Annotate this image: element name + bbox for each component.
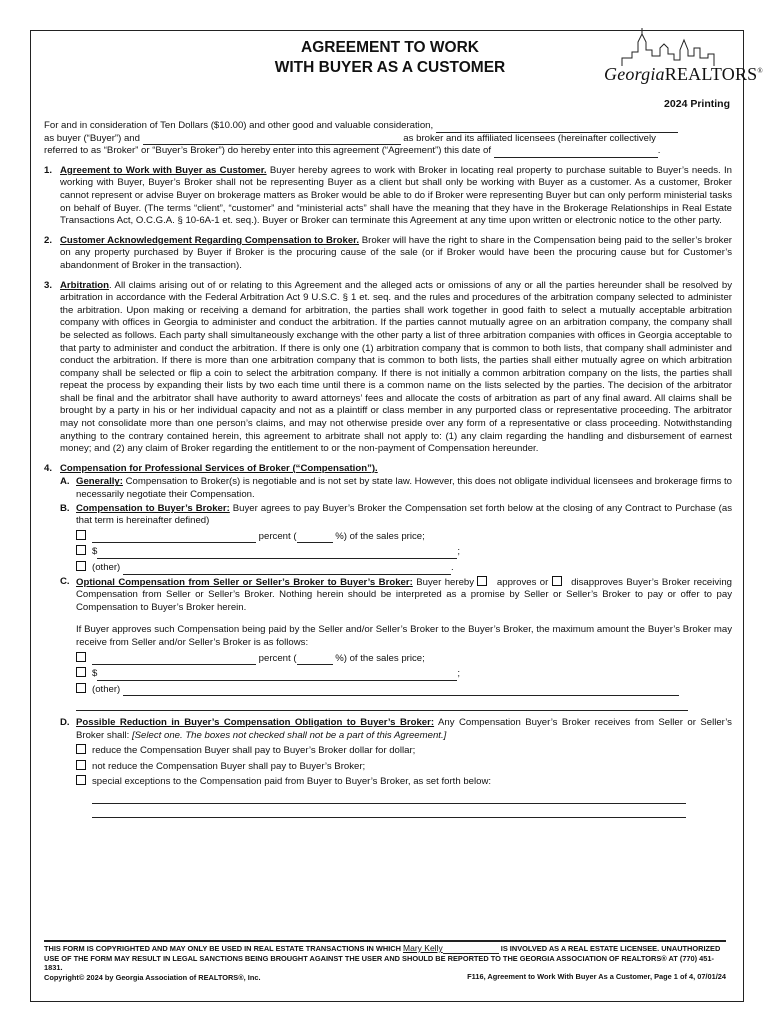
c-other-field[interactable] xyxy=(123,686,679,696)
broker-name-field[interactable] xyxy=(143,135,401,145)
c-percent-number-field[interactable] xyxy=(297,655,333,665)
skyline-icon xyxy=(604,28,734,68)
footer-divider xyxy=(44,940,726,942)
copyright-line: Copyright© 2024 by Georgia Association of REALTORS®, Inc. xyxy=(44,972,261,982)
c-percent-checkbox[interactable] xyxy=(76,652,86,662)
subsection-d: D. Possible Reduction in Buyer’s Compensation Obligation to Buyer’s Broker: Any Compensation Buyer’s Broker receives from Seller or Seller’s Broker shall: [Select one. The boxes not checked shall not be a part of this Agreement.] reduce the Compensation Buyer shall pay to Buyer’s Broker dollar for dollar; not reduce the Compensation Buyer shall pay to Buyer’s Broker; special exceptions to the Compensation paid from Buyer to Buyer’s Broker, as set forth below: xyxy=(60,717,732,818)
d-special-checkbox[interactable] xyxy=(76,775,86,785)
licensee-name: Mary Kelly xyxy=(403,943,443,953)
title-line-2: WITH BUYER AS A CUSTOMER xyxy=(274,59,506,76)
copyright-notice: THIS FORM IS COPYRIGHTED AND MAY ONLY BE USED IN REAL ESTATE TRANSACTIONS IN WHICH Mary Kelly IS INVOLVED AS A REAL ESTATE LICENSEE. UNAUTHORIZED USE OF THE FORM MAY RESULT IN LEGAL SANCTIONS BEING BROUGHT AGAINST THE USER AND SHOULD BE REPORTED TO THE GEORGIA ASSOCIATION OF REALTORS® AT (770) 451-1831. xyxy=(44,943,721,973)
page-title xyxy=(180,38,600,78)
section-4: 4. Compensation for Professional Services of Broker (“Compensation”). A. Generally: Compensation to Broker(s) is negotiable and is not set by state law. However, this does not obligate individual licensees and brokerage firms to necessarily negotiate their Compensation. B. Compensation to Buyer’s Broker: Buyer agrees to pay Buyer’s Broker the Compensation set forth below at the closing of any Contract to Purchase (as that term is hereinafter defined) percent ( %) of the sales price; $ ; (other) . C. Optional Compensation from Seller or Seller’s Broker to Buyer’s Broker: Buyer hereby approves or disapproves Buyer’s Broker receiving Compensation from Seller or Seller’s Broker. Nothing herein should be interpreted as a promise by Seller or Seller’s Broker to pay or offer to pay Compensation to Buyer’s Broker herein. If Buyer approves such Compensation being paid by the Seller and/or Seller’s Broker to the Buyer’s Broker, the maximum amount the Buyer’s Broker may receive from Seller and/or Seller’s Broker is as follows: percent ( %) of the sales price; $ ; (other) D. Possible Reduction in Buyer’s Compensation Obligation to Buyer’s Broker: Any Compensation Buyer’s Broker receives from Seller or Seller’s Broker shall: [Select one. The boxes not checked shall not be a part of this Agreement.] reduce the Compensation Buyer shall pay to Buyer’s Broker dollar for dollar; not reduce the Compensation Buyer shall pay to Buyer’s Broker; special exceptions to the Compensation paid from Buyer to Buyer’s Broker, as set forth below: xyxy=(44,463,732,818)
c-dollar-field[interactable] xyxy=(97,671,457,681)
d-not-reduce-checkbox[interactable] xyxy=(76,760,86,770)
logo-wordmark: GeorgiaREALTORS® xyxy=(604,64,763,84)
b-percent-field[interactable] xyxy=(92,533,256,543)
footer xyxy=(44,944,726,982)
section-1: 1. Agreement to Work with Buyer as Customer. Buyer hereby agrees to work with Broker in locating real property to purchase suitable to Buyer’s needs. In working with Buyer, Buyer’s Broker shall not be representing Buyer as a client but shall only be working with Buyer as a customer. As a customer, Broker cannot represent or advise Buyer on brokerage matters as Broker would be able to do if Broker were representing Buyer but can only perform ministerial tasks on behalf of Buyer. (The terms “client”, “customer” and “ministerial acts” shall have the meaning that they have in the Brokerage Relationships in Real Estate Transactions Act, O.C.G.A. § 10-6A-1 et. seq.). Buyer or Broker can terminate this Agreement at any time upon written or electronic notice to the other party. xyxy=(44,164,732,227)
c-max-amount-text: If Buyer approves such Compensation being paid by the Seller and/or Seller’s Broker to the Buyer’s Broker, the maximum amount the Buyer’s Broker may receive from Seller and/or Seller’s Broker is as follows: xyxy=(76,624,732,648)
b-other-checkbox[interactable] xyxy=(76,561,86,571)
c-dollar-checkbox[interactable] xyxy=(76,667,86,677)
title-line-1: AGREEMENT TO WORK xyxy=(301,39,479,56)
d-reduce-checkbox[interactable] xyxy=(76,744,86,754)
c-other-checkbox[interactable] xyxy=(76,683,86,693)
agreement-date-field[interactable] xyxy=(494,148,658,158)
agreement-body xyxy=(44,120,732,818)
d-special-field-line-2[interactable] xyxy=(92,808,686,818)
subsection-b: B. Compensation to Buyer’s Broker: Buyer agrees to pay Buyer’s Broker the Compensation set forth below at the closing of any Contract to Purchase (as that term is hereinafter defined) percent ( %) of the sales price; $ ; (other) . xyxy=(60,502,732,573)
subsection-c: C. Optional Compensation from Seller or Seller’s Broker to Buyer’s Broker: Buyer hereby approves or disapproves Buyer’s Broker receiving Compensation from Seller or Seller’s Broker. Nothing herein should be interpreted as a promise by Seller or Seller’s Broker to pay or offer to pay Compensation to Buyer’s Broker herein. If Buyer approves such Compensation being paid by the Seller and/or Seller’s Broker to the Buyer’s Broker, the maximum amount the Buyer’s Broker may receive from Seller and/or Seller’s Broker is as follows: percent ( %) of the sales price; $ ; (other) xyxy=(60,576,732,711)
b-percent-number-field[interactable] xyxy=(297,533,333,543)
c-disapproves-checkbox[interactable] xyxy=(552,576,562,586)
subsection-a: A. Generally: Compensation to Broker(s) is negotiable and is not set by state law. However, this does not obligate individual licensees and brokerage firms to necessarily negotiate their Compensation. xyxy=(60,476,732,501)
b-dollar-field[interactable] xyxy=(97,549,457,559)
section-3: 3. Arbitration. All claims arising out of or relating to this Agreement and the alleged acts or omissions of any or all the parties hereunder shall be resolved by arbitration in accordance with the Federal Arbitration Act 9 U.S.C. § 1 et. seq. and the rules and procedures of the arbitration company selected to administer the arbitration. Upon making or receiving a demand for arbitration, the parties shall work together in good faith to select a mutually acceptable arbitration company with offices in Georgia to administer and conduct the arbitration. If the parties cannot mutually agree on an arbitration company, the company shall be selected as follows. Each party shall simultaneously exchange with the other party a list of three arbitration companies with offices in Georgia acceptable to that party to administer and conduct the arbitration. If there is only one (1) arbitration company that is common to both lists, that company shall administer and conduct the arbitration. If there is more than one arbitration company that is common to both lists, the parties shall either mutually agree on which arbitration company shall be selected or flip a coin to select the arbitration company. If there is not initially a common arbitration company on the lists, the parties shall repeat the process by expanding their lists by two each time until there is a common name on the lists selected by the parties. The decision of the arbitrator shall be final and the arbitrator shall have authority to award attorneys’ fees and allocate the costs of arbitration as part of any final award. All claims shall be brought by a party in his or her individual capacity and not as a plaintiff or class member in any purported class or representative proceeding. The arbitrator may not consolidate more than one person’s claims, and may not otherwise preside over any form of a representative or class proceeding. Notwithstanding anything to the contrary contained herein, this agreement to arbitrate shall not apply to: (1) any claim regarding the handling and disbursement of earnest money; and (2) any claim of Broker regarding the entitlement to or the non-payment of Compensation hereunder. xyxy=(44,279,732,455)
b-dollar-checkbox[interactable] xyxy=(76,545,86,555)
c-percent-field[interactable] xyxy=(92,655,256,665)
d-special-field-line-1[interactable] xyxy=(92,794,686,804)
c-other-field-line-2[interactable] xyxy=(76,701,688,711)
intro-paragraph: For and in consideration of Ten Dollars ($10.00) and other good and valuable consideration, as buyer (“Buyer”) and as broker and its affiliated licensees (hereinafter collectively referred to as “Broker” or “Buyer’s Broker”) do hereby enter into this agreement (“Agreement”) this date of . xyxy=(44,120,732,158)
c-approves-checkbox[interactable] xyxy=(477,576,487,586)
section-2: 2. Customer Acknowledgement Regarding Compensation to Broker. Broker will have the right to share in the Compensation being paid to the seller’s broker on any property purchased by Buyer if Broker is the procuring cause of the sale (or if Broker would have been the procuring cause but for Customer’s abandonment of Broker in the transaction). xyxy=(44,234,732,271)
printing-year: 2024 Printing xyxy=(664,98,730,110)
b-percent-checkbox[interactable] xyxy=(76,530,86,540)
b-other-field[interactable] xyxy=(123,565,451,575)
buyer-name-field[interactable] xyxy=(436,123,678,133)
georgia-realtors-logo xyxy=(604,28,763,90)
form-id: F116, Agreement to Work With Buyer As a Customer, Page 1 of 4, 07/01/24 xyxy=(467,972,726,981)
